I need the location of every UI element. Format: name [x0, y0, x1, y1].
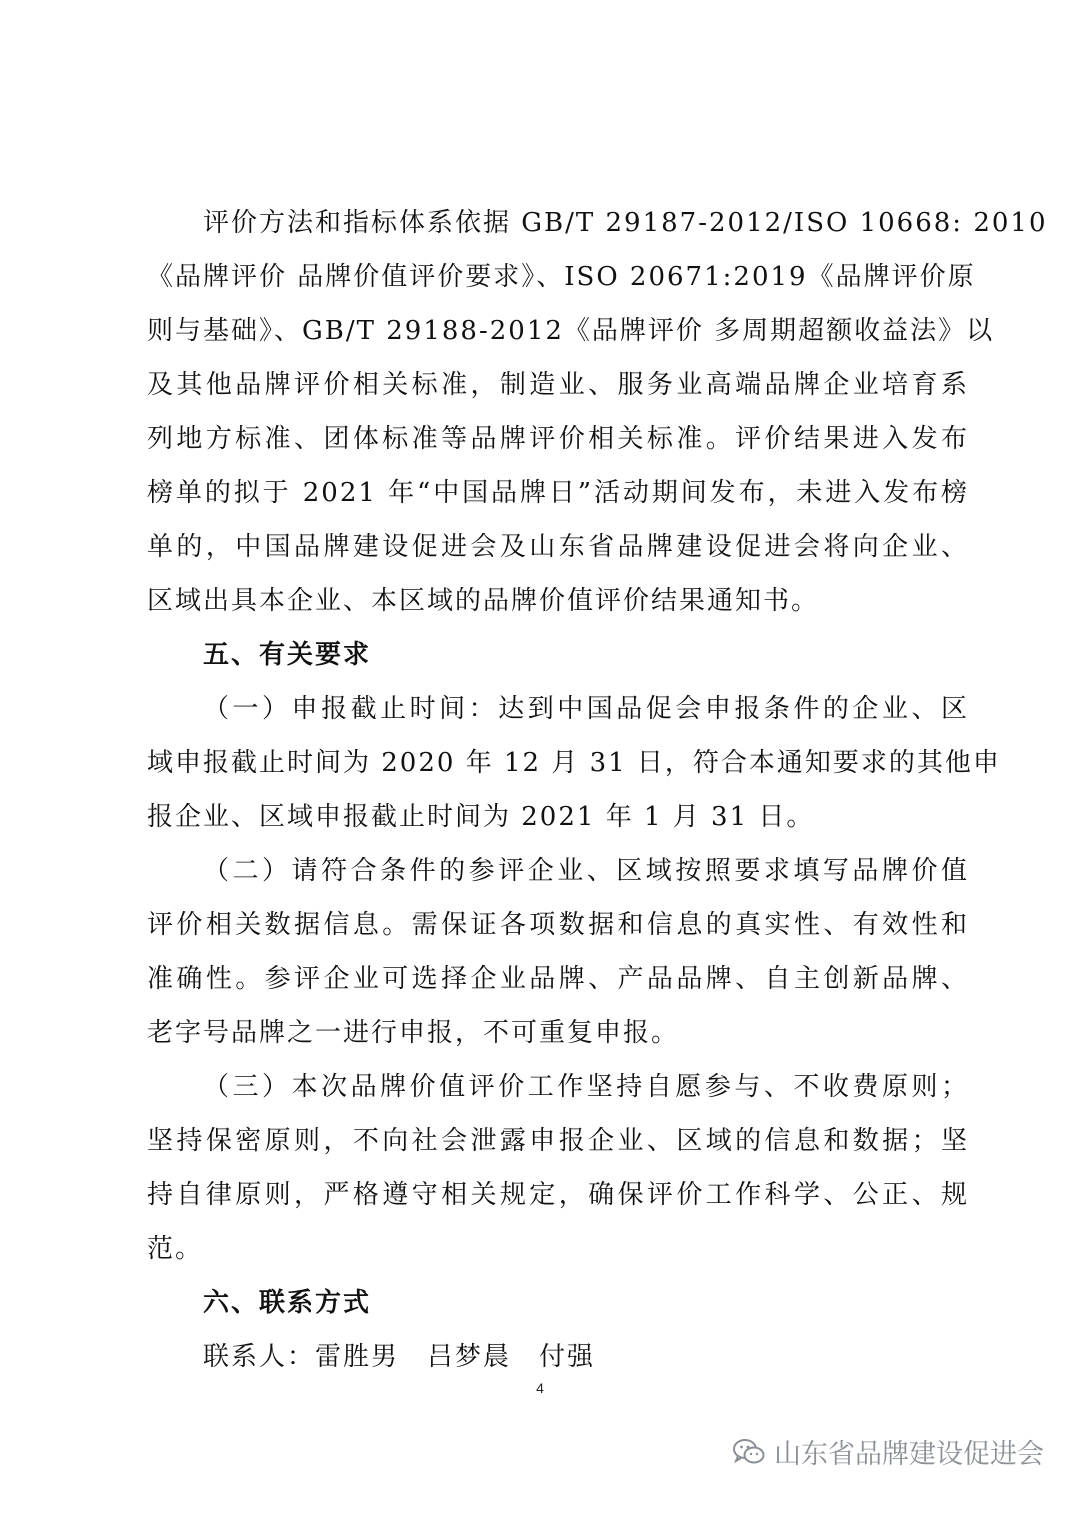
contact-line: 联系人：雷胜男 吕梦晨 付强 — [203, 1342, 596, 1372]
paragraph-line: 及其他品牌评价相关标准，制造业、服务业高端品牌企业培育系 — [147, 370, 969, 400]
paragraph-line: 评价相关数据信息。需保证各项数据和信息的真实性、有效性和 — [147, 910, 969, 940]
paragraph-line: 准确性。参评企业可选择企业品牌、产品品牌、自主创新品牌、 — [147, 964, 969, 994]
paragraph-line: 报企业、区域申报截止时间为 2021 年 1 月 31 日。 — [147, 802, 815, 832]
paragraph-line: 《品牌评价 品牌价值评价要求》、ISO 20671:2019《品牌评价原 — [147, 262, 976, 292]
section-heading-requirements: 五、有关要求 — [203, 640, 372, 670]
watermark-text: 山东省品牌建设促进会 — [774, 1439, 1044, 1470]
paragraph-line: 持自律原则，严格遵守相关规定，确保评价工作科学、公正、规 — [147, 1180, 969, 1210]
wechat-watermark — [732, 1432, 1044, 1471]
section-heading-contact: 六、联系方式 — [203, 1288, 372, 1318]
paragraph-line: 范。 — [147, 1234, 204, 1264]
document-body — [147, 196, 1048, 1384]
paragraph-line: 榜单的拟于 2021 年“中国品牌日”活动期间发布，未进入发布榜 — [147, 478, 969, 508]
paragraph-line: 域申报截止时间为 2020 年 12 月 31 日，符合本通知要求的其他申 — [147, 748, 1001, 778]
paragraph-line: 区域出具本企业、本区域的品牌价值评价结果通知书。 — [147, 586, 820, 616]
paragraph-line: 评价方法和指标体系依据 GB/T 29187-2012/ISO 10668: 2010 — [203, 208, 1048, 238]
paragraph-line: 则与基础》、GB/T 29188-2012《品牌评价 多周期超额收益法》以 — [147, 316, 995, 346]
paragraph-line: 老字号品牌之一进行申报，不可重复申报。 — [147, 1018, 680, 1048]
paragraph-line: （二）请符合条件的参评企业、区域按照要求填写品牌价值 — [203, 856, 969, 886]
page-number: 4 — [536, 1380, 544, 1396]
paragraph-line: 坚持保密原则，不向社会泄露申报企业、区域的信息和数据；坚 — [147, 1126, 969, 1156]
paragraph-line: 单的，中国品牌建设促进会及山东省品牌建设促进会将向企业、 — [147, 532, 969, 562]
paragraph-line: （三）本次品牌价值评价工作坚持自愿参与、不收费原则； — [203, 1072, 969, 1102]
wechat-icon — [732, 1438, 766, 1466]
paragraph-line: 列地方标准、团体标准等品牌评价相关标准。评价结果进入发布 — [147, 424, 969, 454]
paragraph-line: （一）申报截止时间：达到中国品促会申报条件的企业、区 — [203, 694, 969, 724]
